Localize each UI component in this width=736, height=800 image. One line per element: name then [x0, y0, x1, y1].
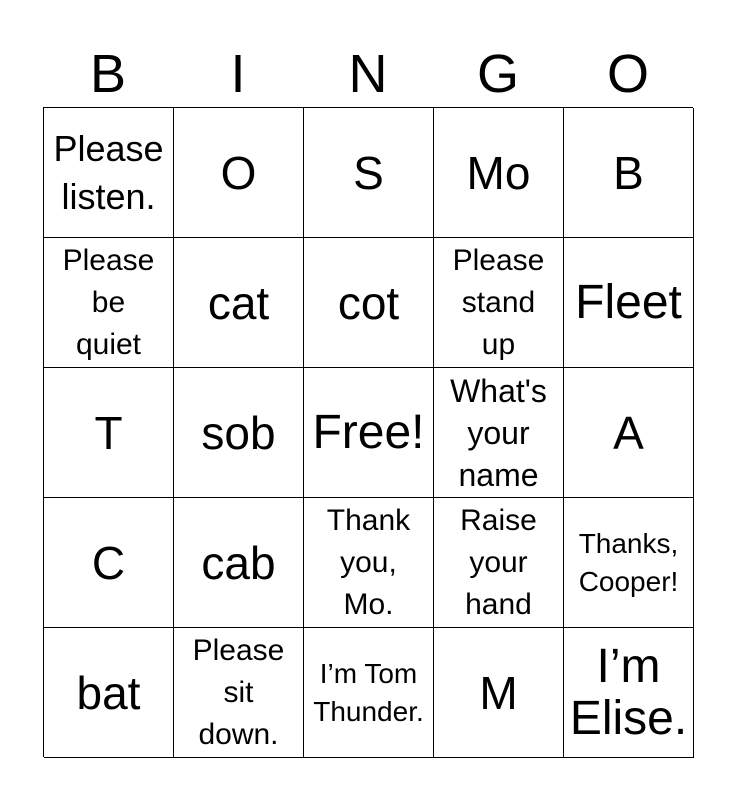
cell-text: I’m Elise. [569, 639, 688, 745]
bingo-cell-r3-c2[interactable] [174, 368, 304, 498]
cell-text: cab [201, 536, 276, 589]
bingo-cell-r1-c1[interactable] [44, 108, 174, 238]
bingo-cell-r3-c3[interactable] [304, 368, 434, 498]
cell-text: sob [201, 406, 276, 459]
cell-text: Free! [312, 405, 425, 459]
bingo-cell-r2-c1[interactable] [44, 238, 174, 368]
bingo-cell-r4-c2[interactable] [174, 498, 304, 628]
cell-text: Please be quiet [62, 243, 155, 361]
bingo-cell-r1-c5[interactable] [564, 108, 694, 238]
cell-text: Thanks, Cooper! [578, 527, 679, 597]
cell-text: T [94, 406, 123, 459]
cell-text: Mo [466, 146, 531, 199]
cell-text: M [479, 666, 518, 719]
bingo-cell-r4-c1[interactable] [44, 498, 174, 628]
header-letter-o: O [606, 44, 649, 104]
cell-text: S [353, 146, 384, 199]
bingo-cell-r1-c2[interactable] [174, 108, 304, 238]
header-letter-n: N [348, 44, 388, 104]
bingo-cell-r5-c2[interactable] [174, 628, 304, 758]
bingo-cell-r2-c4[interactable] [434, 238, 564, 368]
cell-text: What's your name [450, 372, 547, 493]
bingo-cell-r3-c5[interactable] [564, 368, 694, 498]
bingo-cell-r2-c5[interactable] [564, 238, 694, 368]
header-letter-i: I [230, 44, 246, 104]
cell-text: C [91, 536, 126, 589]
bingo-cell-r4-c3[interactable] [304, 498, 434, 628]
bingo-cell-r1-c3[interactable] [304, 108, 434, 238]
bingo-header [43, 40, 693, 108]
bingo-cell-r5-c1[interactable] [44, 628, 174, 758]
cell-text: cat [207, 276, 270, 329]
cell-text: O [220, 146, 257, 199]
bingo-cell-r5-c3[interactable] [304, 628, 434, 758]
header-letter-g: G [476, 44, 519, 104]
cell-text: cot [337, 276, 400, 329]
cell-text: bat [76, 666, 141, 719]
bingo-cell-r1-c4[interactable] [434, 108, 564, 238]
cell-text: B [613, 146, 644, 199]
bingo-cell-r2-c3[interactable] [304, 238, 434, 368]
bingo-cell-r4-c4[interactable] [434, 498, 564, 628]
cell-text: A [613, 406, 644, 459]
cell-text: Please listen. [53, 127, 164, 217]
cell-text: I’m Tom Thunder. [313, 657, 424, 727]
cell-text: Fleet [575, 275, 682, 329]
bingo-cell-r5-c4[interactable] [434, 628, 564, 758]
cell-text: Raise your hand [460, 503, 537, 621]
bingo-cell-r5-c5[interactable] [564, 628, 694, 758]
bingo-cell-r3-c4[interactable] [434, 368, 564, 498]
cell-text: Thank you, Mo. [326, 503, 411, 621]
bingo-cell-r2-c2[interactable] [174, 238, 304, 368]
cell-text: Please sit down. [192, 633, 285, 751]
bingo-cell-r3-c1[interactable] [44, 368, 174, 498]
cell-text: Please stand up [452, 243, 545, 361]
header-letter-b: B [89, 44, 127, 104]
bingo-board [43, 107, 693, 757]
bingo-cell-r4-c5[interactable] [564, 498, 694, 628]
